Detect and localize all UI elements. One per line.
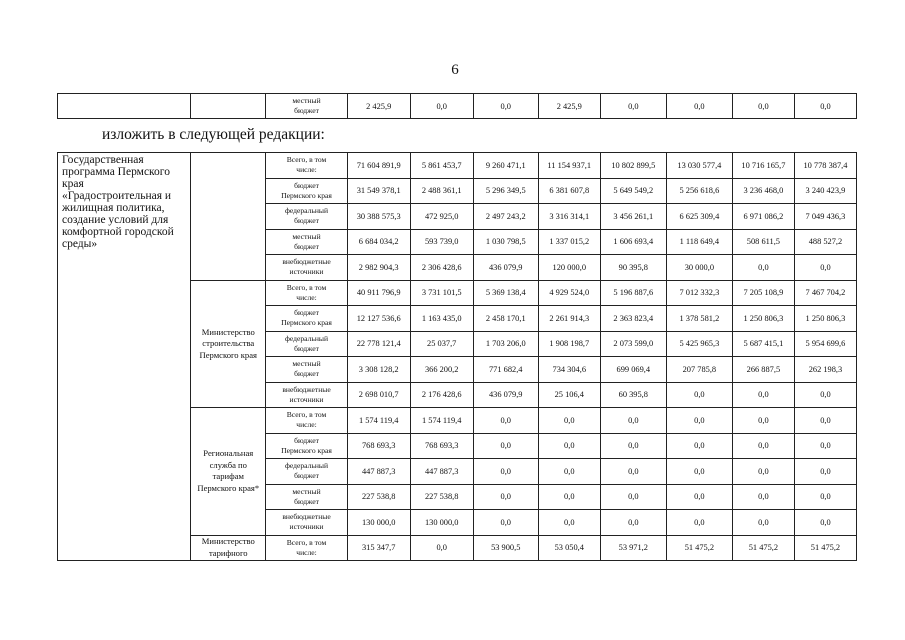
amount-cell: 0,0	[732, 484, 794, 510]
amount-cell: 0,0	[732, 433, 794, 459]
program-cell-empty	[58, 94, 191, 119]
funding-source-label: числе:	[296, 165, 317, 175]
funding-source-label: федеральный	[284, 333, 329, 343]
funding-source-cell	[266, 94, 347, 119]
funding-source-label: Пермского края	[281, 318, 332, 328]
amount-cell: 3 456 261,1	[600, 204, 666, 230]
amount-cell: 51 475,2	[794, 535, 856, 561]
amount-cell: 0,0	[473, 94, 538, 119]
amount-cell: 0,0	[600, 433, 666, 459]
amount-cell: 0,0	[410, 94, 473, 119]
amount-cell: 0,0	[538, 433, 600, 459]
funding-source-label: бюджет	[294, 496, 319, 506]
amount-cell: 53 971,2	[600, 535, 666, 561]
funding-source-label: бюджет	[294, 471, 319, 481]
amount-cell: 1 337 015,2	[538, 229, 600, 255]
amount-cell: 315 347,7	[347, 535, 410, 561]
funding-source-label: местный	[292, 359, 321, 369]
amount-cell: 2 261 914,3	[538, 306, 600, 332]
amount-cell: 2 176 428,6	[410, 382, 473, 408]
amount-cell: 31 549 378,1	[347, 178, 410, 204]
funding-source-label: внебюджетные	[282, 257, 331, 267]
funding-source-label: бюджет	[294, 343, 319, 353]
amount-cell: 0,0	[600, 408, 666, 434]
funding-source-cell	[266, 178, 347, 204]
amount-cell: 25 037,7	[410, 331, 473, 357]
amount-cell: 0,0	[794, 459, 856, 485]
amount-cell: 699 069,4	[600, 357, 666, 383]
funding-source-cell	[266, 433, 347, 459]
amount-cell: 436 079,9	[473, 382, 538, 408]
amount-cell: 0,0	[410, 535, 473, 561]
amount-cell: 120 000,0	[538, 255, 600, 281]
responsible-org-cell: Министерство строительства Пермского края	[191, 280, 266, 408]
amount-cell: 0,0	[600, 484, 666, 510]
amount-cell: 0,0	[732, 255, 794, 281]
amount-cell: 266 887,5	[732, 357, 794, 383]
amount-cell: 30 388 575,3	[347, 204, 410, 230]
funding-source-cell	[266, 535, 347, 561]
funding-source-cell	[266, 382, 347, 408]
amount-cell: 0,0	[794, 408, 856, 434]
amount-cell: 0,0	[600, 459, 666, 485]
funding-source-cell	[266, 357, 347, 383]
amount-cell: 3 316 314,1	[538, 204, 600, 230]
amount-cell: 2 698 010,7	[347, 382, 410, 408]
amount-cell: 6 684 034,2	[347, 229, 410, 255]
funding-table	[57, 152, 857, 561]
amount-cell: 768 693,3	[347, 433, 410, 459]
amount-cell: 7 467 704,2	[794, 280, 856, 306]
amount-cell: 227 538,8	[410, 484, 473, 510]
amount-cell: 7 205 108,9	[732, 280, 794, 306]
funding-source-label: внебюджетные	[282, 384, 331, 394]
amount-cell: 0,0	[666, 433, 732, 459]
funding-source-label: источники	[289, 522, 324, 532]
amount-cell: 0,0	[732, 408, 794, 434]
amount-cell: 5 296 349,5	[473, 178, 538, 204]
amount-cell: 53 050,4	[538, 535, 600, 561]
funding-source-label: местный	[292, 486, 321, 496]
amount-cell: 5 369 138,4	[473, 280, 538, 306]
amount-cell: 488 527,2	[794, 229, 856, 255]
table-row	[58, 94, 857, 119]
amount-cell: 0,0	[794, 382, 856, 408]
amount-cell: 6 625 309,4	[666, 204, 732, 230]
funding-source-label: бюджет	[294, 216, 319, 226]
amount-cell: 0,0	[538, 484, 600, 510]
amount-cell: 0,0	[732, 94, 794, 119]
amount-cell: 0,0	[794, 484, 856, 510]
amount-cell: 12 127 536,6	[347, 306, 410, 332]
amount-cell: 447 887,3	[347, 459, 410, 485]
amount-cell: 3 236 468,0	[732, 178, 794, 204]
funding-source-label: бюджет	[294, 435, 319, 445]
program-title-cell: Государственная программа Пермского края «Градостроительная и жилищная политика, создание условий для комфортной городской среды»	[58, 153, 191, 561]
amount-cell: 9 260 471,1	[473, 153, 538, 179]
amount-cell: 1 250 806,3	[794, 306, 856, 332]
amount-cell: 262 198,3	[794, 357, 856, 383]
amount-cell: 0,0	[666, 408, 732, 434]
funding-source-label: Всего, в том	[286, 537, 327, 547]
amount-cell: 1 378 581,2	[666, 306, 732, 332]
funding-source-label: числе:	[296, 547, 317, 557]
amount-cell: 51 475,2	[732, 535, 794, 561]
amount-cell: 1 250 806,3	[732, 306, 794, 332]
amount-cell: 0,0	[600, 94, 666, 119]
funding-source-cell	[266, 280, 347, 306]
responsible-org-cell: Министерство тарифного	[191, 535, 266, 561]
amount-cell: 1 030 798,5	[473, 229, 538, 255]
amount-cell: 2 497 243,2	[473, 204, 538, 230]
amount-cell: 22 778 121,4	[347, 331, 410, 357]
amount-cell: 0,0	[666, 510, 732, 536]
amount-cell: 2 488 361,1	[410, 178, 473, 204]
amount-cell: 1 574 119,4	[410, 408, 473, 434]
amount-cell: 593 739,0	[410, 229, 473, 255]
amount-cell: 1 118 649,4	[666, 229, 732, 255]
amount-cell: 5 954 699,6	[794, 331, 856, 357]
responsible-org-cell: Региональная служба по тарифам Пермского края*	[191, 408, 266, 536]
funding-source-cell	[266, 510, 347, 536]
amount-cell: 40 911 796,9	[347, 280, 410, 306]
amount-cell: 2 306 428,6	[410, 255, 473, 281]
funding-source-cell	[266, 255, 347, 281]
amount-cell: 0,0	[538, 510, 600, 536]
funding-source-label: числе:	[296, 292, 317, 302]
amount-cell: 51 475,2	[666, 535, 732, 561]
funding-source-label: источники	[289, 394, 324, 404]
amount-cell: 436 079,9	[473, 255, 538, 281]
org-cell-empty	[191, 94, 266, 119]
amount-cell: 366 200,2	[410, 357, 473, 383]
amount-cell: 130 000,0	[347, 510, 410, 536]
amount-cell: 0,0	[473, 408, 538, 434]
amount-cell: 0,0	[794, 510, 856, 536]
funding-source-label: бюджет	[294, 106, 319, 115]
funding-source-label: бюджет	[294, 180, 319, 190]
amount-cell: 0,0	[538, 459, 600, 485]
amount-cell: 0,0	[794, 94, 856, 119]
org-cell-empty	[191, 153, 266, 281]
amount-cell: 25 106,4	[538, 382, 600, 408]
amount-cell: 6 971 086,2	[732, 204, 794, 230]
amount-cell: 0,0	[666, 459, 732, 485]
amount-cell: 5 861 453,7	[410, 153, 473, 179]
amount-cell: 3 240 423,9	[794, 178, 856, 204]
funding-source-label: бюджет	[294, 369, 319, 379]
amount-cell: 4 929 524,0	[538, 280, 600, 306]
amount-cell: 90 395,8	[600, 255, 666, 281]
amount-cell: 1 908 198,7	[538, 331, 600, 357]
amount-cell: 0,0	[794, 255, 856, 281]
funding-source-cell	[266, 153, 347, 179]
amount-cell: 0,0	[600, 510, 666, 536]
funding-source-label: федеральный	[284, 461, 329, 471]
funding-source-cell	[266, 229, 347, 255]
amount-cell: 0,0	[666, 382, 732, 408]
funding-source-label: федеральный	[284, 206, 329, 216]
amount-cell: 447 887,3	[410, 459, 473, 485]
previous-table-row	[57, 93, 857, 119]
amount-cell: 5 425 965,3	[666, 331, 732, 357]
amount-cell: 11 154 937,1	[538, 153, 600, 179]
funding-source-label: Всего, в том	[286, 282, 327, 292]
amount-cell: 1 606 693,4	[600, 229, 666, 255]
amount-cell: 0,0	[794, 433, 856, 459]
amount-cell: 0,0	[473, 433, 538, 459]
funding-source-label: числе:	[296, 420, 317, 430]
amount-cell: 3 731 101,5	[410, 280, 473, 306]
amount-cell: 7 012 332,3	[666, 280, 732, 306]
table-row	[58, 153, 857, 179]
funding-source-cell	[266, 459, 347, 485]
amount-cell: 227 538,8	[347, 484, 410, 510]
amount-cell: 53 900,5	[473, 535, 538, 561]
amount-cell: 5 196 887,6	[600, 280, 666, 306]
amount-cell: 0,0	[666, 94, 732, 119]
page-number: 6	[451, 62, 459, 78]
funding-source-cell	[266, 408, 347, 434]
amount-cell: 10 802 899,5	[600, 153, 666, 179]
amount-cell: 5 687 415,1	[732, 331, 794, 357]
amount-cell: 1 163 435,0	[410, 306, 473, 332]
amount-cell: 2 363 823,4	[600, 306, 666, 332]
amount-cell: 508 611,5	[732, 229, 794, 255]
amount-cell: 71 604 891,9	[347, 153, 410, 179]
amount-cell: 734 304,6	[538, 357, 600, 383]
funding-source-label: Всего, в том	[286, 155, 327, 165]
amount-cell: 6 381 607,8	[538, 178, 600, 204]
funding-source-label: источники	[289, 267, 324, 277]
amount-cell: 5 256 618,6	[666, 178, 732, 204]
amount-cell: 0,0	[666, 484, 732, 510]
amount-cell: 0,0	[732, 459, 794, 485]
amount-cell: 0,0	[473, 484, 538, 510]
funding-source-label: внебюджетные	[282, 512, 331, 522]
amount-cell: 2 458 170,1	[473, 306, 538, 332]
amount-cell: 768 693,3	[410, 433, 473, 459]
amount-cell: 207 785,8	[666, 357, 732, 383]
funding-source-cell	[266, 306, 347, 332]
funding-source-cell	[266, 204, 347, 230]
funding-source-label: местный	[292, 96, 321, 105]
funding-source-label: бюджет	[294, 241, 319, 251]
amount-cell: 2 425,9	[538, 94, 600, 119]
funding-source-cell	[266, 484, 347, 510]
amount-cell: 2 073 599,0	[600, 331, 666, 357]
funding-source-label: местный	[292, 231, 321, 241]
funding-source-label: бюджет	[294, 308, 319, 318]
amount-cell: 5 649 549,2	[600, 178, 666, 204]
funding-source-label: Пермского края	[281, 190, 332, 200]
funding-source-label: Всего, в том	[286, 410, 327, 420]
amount-cell: 60 395,8	[600, 382, 666, 408]
amount-cell: 7 049 436,3	[794, 204, 856, 230]
amount-cell: 130 000,0	[410, 510, 473, 536]
amount-cell: 771 682,4	[473, 357, 538, 383]
amount-cell: 0,0	[732, 510, 794, 536]
instruction-caption: изложить в следующей редакции:	[102, 126, 325, 143]
amount-cell: 13 030 577,4	[666, 153, 732, 179]
amount-cell: 10 778 387,4	[794, 153, 856, 179]
amount-cell: 472 925,0	[410, 204, 473, 230]
funding-source-label: Пермского края	[281, 445, 332, 455]
amount-cell: 0,0	[473, 459, 538, 485]
amount-cell: 2 982 904,3	[347, 255, 410, 281]
amount-cell: 0,0	[538, 408, 600, 434]
amount-cell: 30 000,0	[666, 255, 732, 281]
amount-cell: 0,0	[732, 382, 794, 408]
amount-cell: 1 574 119,4	[347, 408, 410, 434]
amount-cell: 0,0	[473, 510, 538, 536]
amount-cell: 2 425,9	[347, 94, 410, 119]
amount-cell: 3 308 128,2	[347, 357, 410, 383]
funding-source-cell	[266, 331, 347, 357]
amount-cell: 10 716 165,7	[732, 153, 794, 179]
amount-cell: 1 703 206,0	[473, 331, 538, 357]
